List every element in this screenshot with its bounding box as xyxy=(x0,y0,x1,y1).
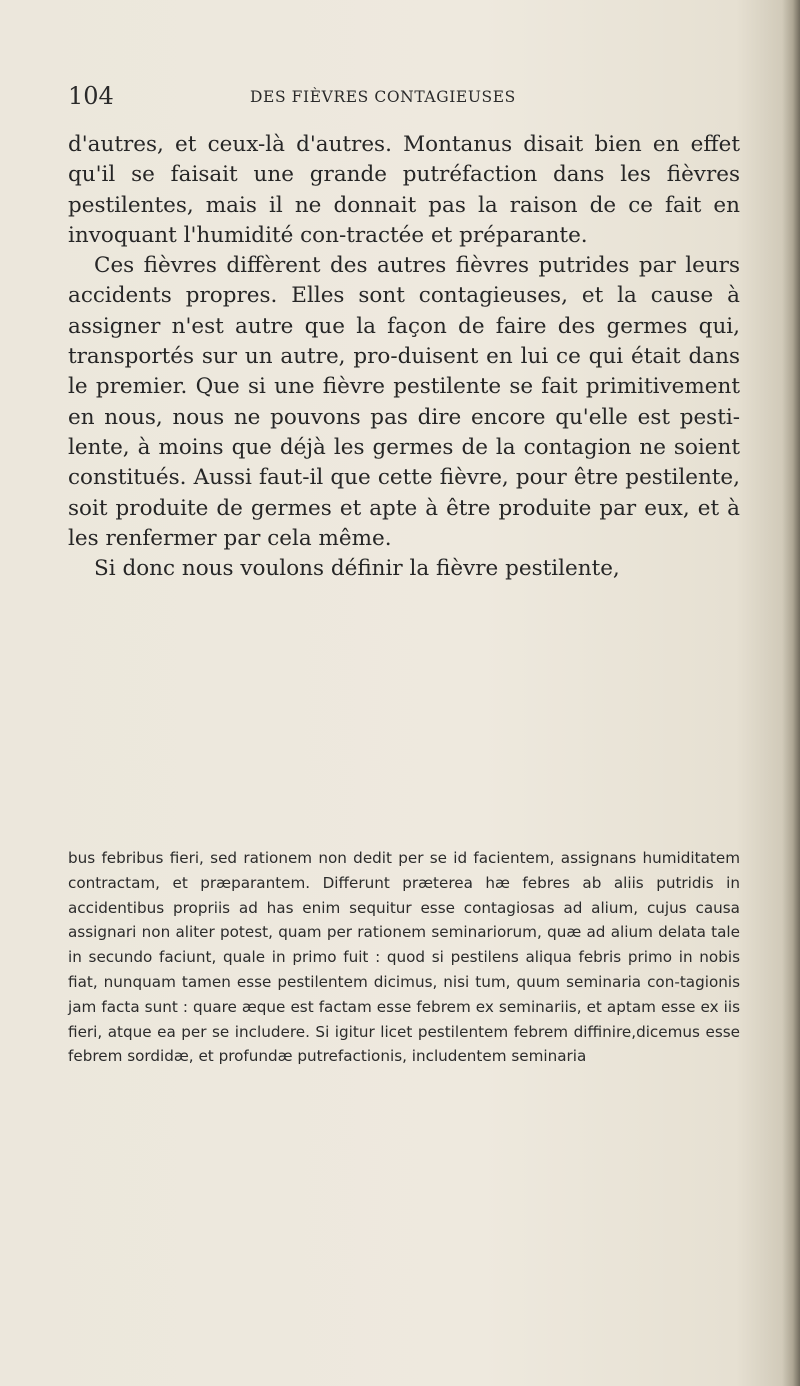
paragraph-2: Ces fièvres diffèrent des autres fièvres putrides par leurs accidents propres. Elles sont contagieuses, et la cause à assigner n'est autre que la façon de faire des germes qui, transportés sur un autre, pro-duisent en lui ce qui était dans le premier. Que si une fièvre pestilente se fait primitivement en nous, nous ne pouvons pas dire encore qu'elle est pesti-lente, à moins que déjà les germes de la contagion ne soient constitués. Aussi faut-il que cette fièvre, pour être pestilente, soit produite de germes et apte à être produite par eux, et à les renfermer par cela même. xyxy=(68,253,740,551)
paragraph-3: Si donc nous voulons définir la fièvre pestilente, xyxy=(94,556,620,582)
french-body-text xyxy=(68,130,740,584)
page-number: 104 xyxy=(68,82,114,110)
paragraph-1: d'autres, et ceux-là d'autres. Montanus disait bien en effet qu'il se faisait une grande putréfaction dans les fièvres pestilentes, mais il ne donnait pas la raison de ce fait en invoquant l'humidité con-tractée et préparante. xyxy=(68,132,740,248)
page-edge-shadow xyxy=(782,0,800,1386)
latin-paragraph: bus febribus fieri, sed rationem non dedit per se id facientem, assignans humiditatem contractam, et præparantem. Differunt præterea hæ febres ab aliis putridis in accidentibus propriis ad has enim sequitur esse contagiosas ad alium, cujus causa assignari non aliter potest, quam per rationem seminariorum, quæ ad alium delata tale in secundo faciunt, quale in primo fuit : quod si pestilens aliqua febris primo in nobis fiat, nunquam tamen esse pestilentem dicimus, nisi tum, quum seminaria con-tagionis jam facta sunt : quare æque est factam esse febrem ex seminariis, et aptam esse ex iis fieri, atque ea per se includere. Si igitur licet pestilentem febrem diffinire,dicemus esse febrem sordidæ, et profundæ putrefactionis, includentem seminaria xyxy=(68,849,740,1066)
running-title: DES FIÈVRES CONTAGIEUSES xyxy=(250,88,516,106)
latin-footnote-text xyxy=(68,846,740,1069)
page-header xyxy=(68,78,740,118)
